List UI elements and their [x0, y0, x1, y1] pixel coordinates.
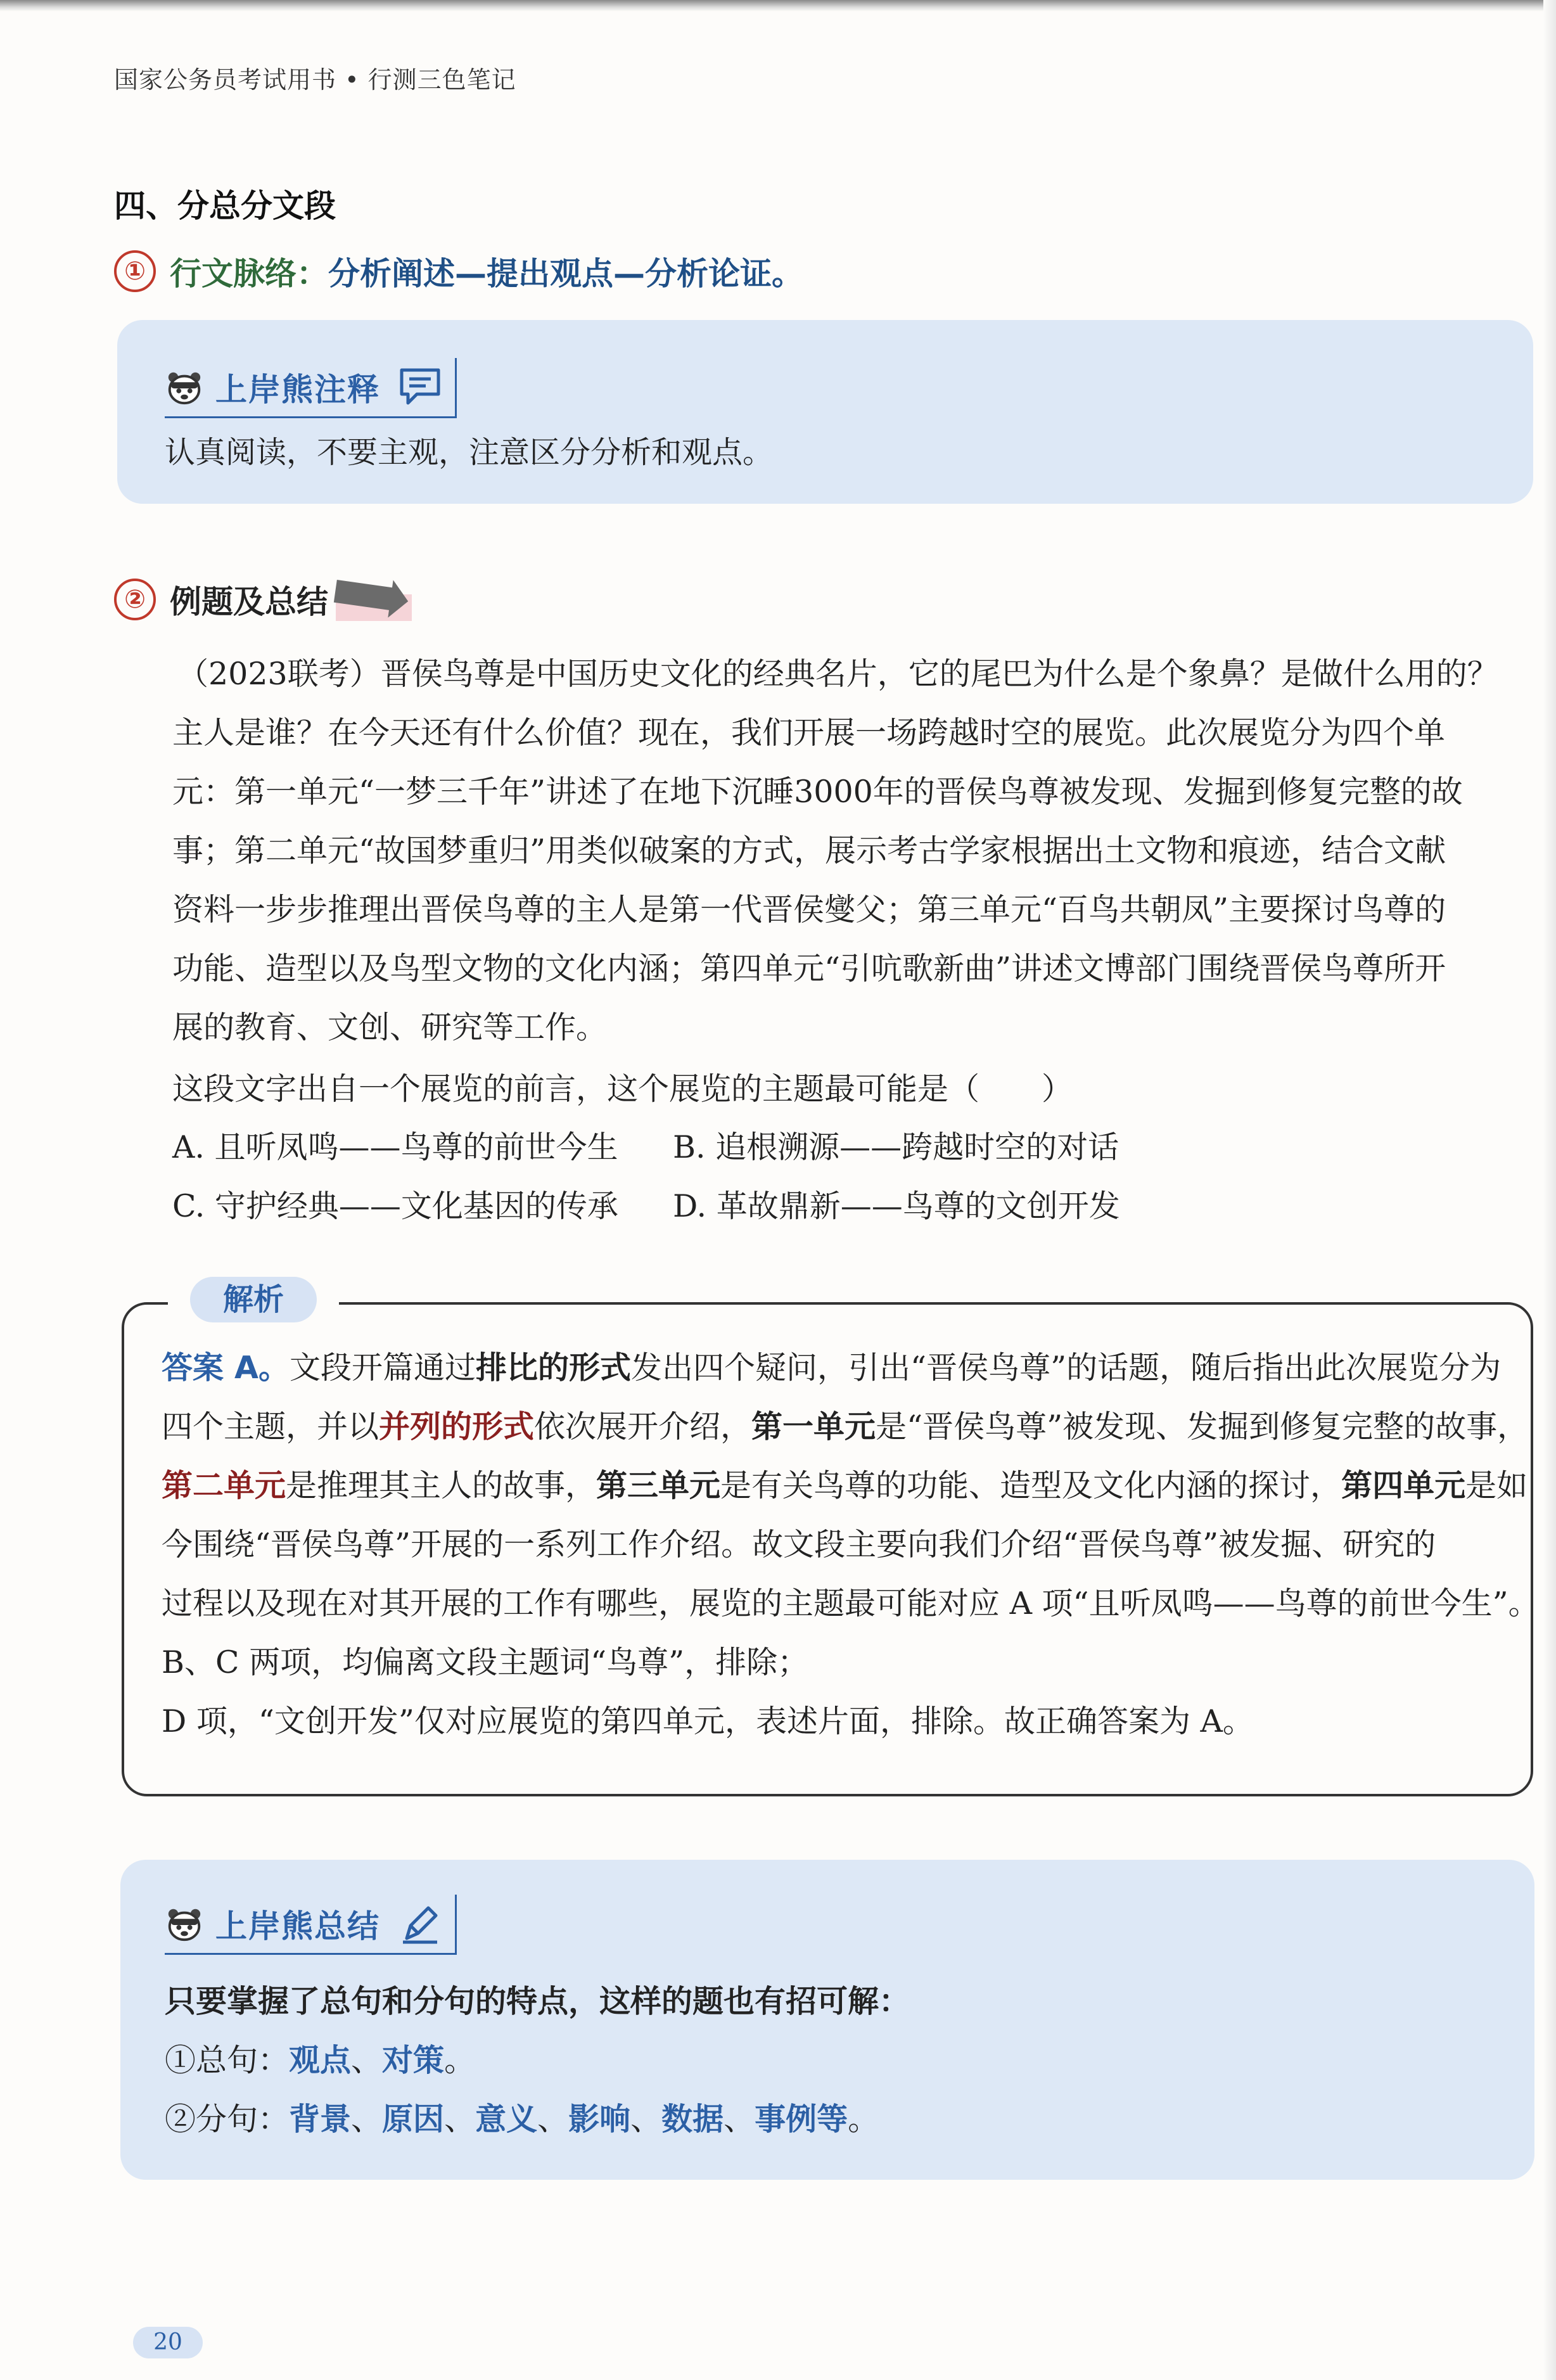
- separator: 。: [444, 2042, 476, 2078]
- note-title: 上岸熊注释: [215, 371, 380, 408]
- option-b: B. 追根溯源——跨越时空的对话: [673, 1129, 1119, 1165]
- scan-shadow-top: [0, 0, 1556, 11]
- question-line: 功能、造型以及鸟型文物的文化内涵；第四单元“引吭歌新曲”讲述文博部门围绕晋侯鸟尊所开: [172, 950, 1446, 987]
- keyword: 数据: [661, 2101, 724, 2137]
- context-text: 分析阐述—提出观点—分析论证。: [328, 255, 803, 292]
- analysis-line: 过程以及现在对其开展的工作有哪些，展览的主题最可能对应 A 项“且听凤鸣——鸟尊的前世今生”。: [162, 1585, 1540, 1622]
- analysis-text: 四个主题，并以: [162, 1409, 379, 1445]
- keyword: 影响: [568, 2101, 631, 2137]
- example-label: 例题及总结: [170, 584, 328, 620]
- note-box: [117, 320, 1533, 504]
- running-header: 国家公务员考试用书 • 行测三色笔记: [114, 66, 516, 94]
- analysis-text: 是如: [1465, 1468, 1528, 1504]
- option-a: A. 且听凤鸣——鸟尊的前世今生: [172, 1129, 618, 1165]
- analysis-text: 是“晋侯鸟尊”被发现、发掘到修复完整的故事，: [876, 1409, 1529, 1445]
- context-label: 行文脉络：: [170, 255, 328, 292]
- analysis-line: [162, 1461, 1527, 1506]
- example-heading: [114, 577, 328, 622]
- question-line: 资料一步步推理出晋侯鸟尊的主人是第一代晋侯燮父；第三单元“百鸟共朝凤”主要探讨鸟尊的: [172, 892, 1446, 928]
- analysis-line: 今围绕“晋侯鸟尊”开展的一系列工作介绍。故文段主要向我们介绍“晋侯鸟尊”被发掘、研究的: [162, 1526, 1436, 1563]
- note-heading: [165, 358, 457, 418]
- summary-prefix: ②分句：: [165, 2101, 290, 2137]
- keyword: 意义: [475, 2101, 538, 2137]
- analysis-text: 发出四个疑问，引出“晋侯鸟尊”的话题，随后指出此次展览分为: [631, 1350, 1502, 1386]
- bear-icon: [165, 1904, 204, 1943]
- keyword: 第二单元: [162, 1468, 286, 1504]
- analysis-line: D 项，“文创开发”仅对应展览的第四单元，表述片面，排除。故正确答案为 A。: [162, 1703, 1254, 1739]
- analysis-line: [162, 1402, 1528, 1447]
- summary-prefix: ①总句：: [165, 2042, 290, 2078]
- summary-heading: [165, 1895, 457, 1955]
- analysis-text: 依次展开介绍，: [534, 1409, 752, 1445]
- separator: 、: [351, 2042, 383, 2078]
- keyword: 第一单元: [751, 1409, 876, 1445]
- question-line: 展的教育、文创、研究等工作。: [172, 1009, 608, 1046]
- keyword: 对策: [382, 2042, 445, 2078]
- summary-box: [120, 1860, 1534, 2180]
- keyword: 第三单元: [596, 1468, 721, 1504]
- summary-line: [165, 2095, 879, 2139]
- separator: 、: [537, 2101, 569, 2137]
- arrow-icon: [329, 575, 412, 623]
- question-line: 事；第二单元“故国梦重归”用类似破案的方式，展示考古学家根据出土文物和痕迹，结合文献: [172, 833, 1446, 869]
- analysis-text: 文段开篇通过: [289, 1350, 476, 1386]
- question-prompt: 这段文字出自一个展览的前言，这个展览的主题最可能是（ ）: [172, 1071, 1073, 1107]
- keyword: 事例等: [755, 2101, 848, 2137]
- analysis-line: B、C 两项，均偏离文段主题词“鸟尊”，排除；: [162, 1644, 809, 1680]
- question-line: 主人是谁？在今天还有什么价值？现在，我们开展一场跨越时空的展览。此次展览分为四个单: [172, 715, 1446, 751]
- keyword: 并列的形式: [379, 1409, 535, 1445]
- analysis-text: 是推理其主人的故事，: [286, 1468, 597, 1504]
- answer-label: 答案 A。: [162, 1350, 290, 1386]
- question-line: （2023联考）晋侯鸟尊是中国历史文化的经典名片，它的尾巴为什么是个象鼻？是做什么用的？: [177, 656, 1498, 692]
- pen-icon: [398, 1902, 442, 1946]
- keyword: 排比的形式: [476, 1350, 632, 1386]
- analysis-text: 是有关鸟尊的功能、造型及文化内涵的探讨，: [720, 1468, 1342, 1504]
- scan-shadow-right: [1543, 0, 1556, 2380]
- summary-line: [165, 2036, 475, 2080]
- summary-line: 只要掌握了总句和分句的特点，这样的题也有招可解：: [165, 1983, 910, 2019]
- separator: 。: [848, 2101, 879, 2137]
- summary-title: 上岸熊总结: [215, 1908, 380, 1945]
- circled-number-1: ①: [114, 250, 156, 292]
- comment-icon: [398, 366, 442, 408]
- analysis-line: [162, 1343, 1501, 1388]
- context-line: [114, 248, 803, 294]
- keyword: 观点: [289, 2042, 352, 2078]
- bear-icon: [165, 368, 204, 407]
- separator: 、: [724, 2101, 755, 2137]
- keyword: 原因: [382, 2101, 445, 2137]
- keyword: 背景: [289, 2101, 352, 2137]
- separator: 、: [444, 2101, 476, 2137]
- separator: 、: [351, 2101, 383, 2137]
- circled-number-2: ②: [114, 579, 156, 620]
- page-number: 20: [133, 2327, 203, 2358]
- question-line: 元：第一单元“一梦三千年”讲述了在地下沉睡3000年的晋侯鸟尊被发现、发掘到修复完整的故: [172, 774, 1463, 810]
- separator: 、: [630, 2101, 662, 2137]
- keyword: 第四单元: [1341, 1468, 1466, 1504]
- section-title: 四、分总分文段: [114, 188, 336, 224]
- option-c: C. 守护经典——文化基因的传承: [172, 1188, 618, 1224]
- analysis-tag: 解析: [190, 1277, 317, 1322]
- note-body: 认真阅读，不要主观，注意区分分析和观点。: [165, 435, 774, 470]
- option-d: D. 革故鼎新——鸟尊的文创开发: [673, 1188, 1120, 1224]
